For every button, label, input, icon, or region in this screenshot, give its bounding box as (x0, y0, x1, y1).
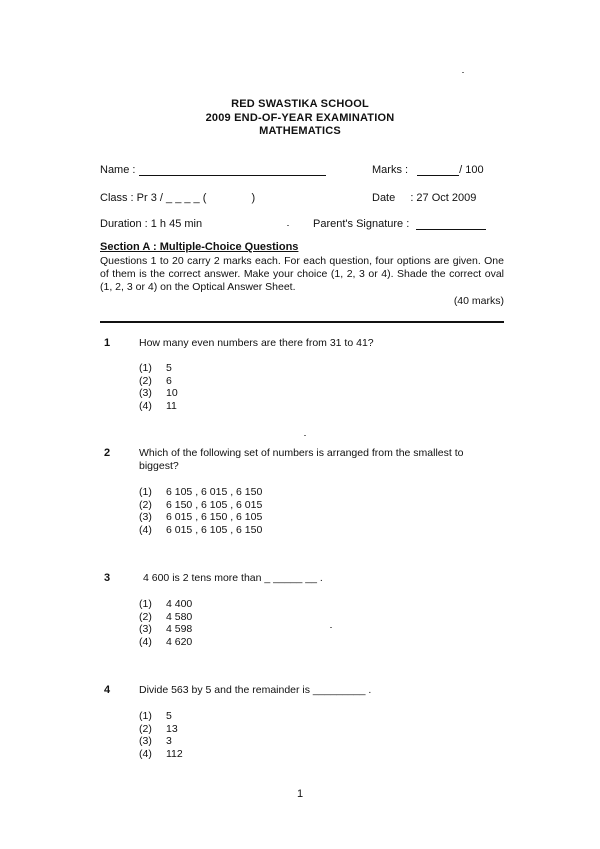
name-field (100, 164, 326, 176)
option-value: 6 015 , 6 105 , 6 150 (166, 523, 263, 536)
option-label: (4) (139, 523, 152, 536)
option-label: (3) (139, 623, 152, 635)
question-text: Which of the following set of numbers is arranged from the smallest to biggest? (139, 447, 464, 472)
option-list (139, 710, 183, 760)
option-label: (1) (139, 710, 152, 722)
date-value: : 27 Oct 2009 (410, 192, 477, 204)
option-label: (1) (139, 362, 152, 374)
scan-speck (462, 72, 464, 73)
exam-title: 2009 END-OF-YEAR EXAMINATION (205, 112, 395, 124)
option-item (139, 400, 178, 413)
section-instructions: Questions 1 to 20 carry 2 marks each. For each question, four options are given. One of them is the correct answer. Make your choice (1, 2, 3 or 4). Shade the correct oval (1, 2, 3 or 4) on the Optical Answer Sheet. (100, 255, 504, 293)
scan-speck (330, 627, 332, 628)
option-item (139, 710, 183, 723)
option-label: (3) (139, 735, 152, 747)
option-value: 5 (166, 362, 172, 374)
duration-field: Duration : 1 h 45 min (100, 218, 203, 230)
option-value: 11 (166, 399, 177, 412)
option-value: 5 (166, 710, 172, 722)
option-list (139, 486, 262, 536)
option-item (139, 511, 262, 524)
option-list (139, 598, 192, 648)
section-marks: (40 marks) (453, 295, 504, 307)
option-item (139, 748, 183, 761)
question-number: 3 (104, 572, 111, 584)
option-value: 6 015 , 6 150 , 6 105 (166, 511, 263, 523)
option-value: 4 598 (166, 623, 193, 635)
option-item (139, 611, 192, 624)
signature-label: Parent's Signature : (313, 218, 410, 230)
option-label: (4) (139, 399, 152, 412)
option-value: 112 (166, 747, 183, 760)
option-item (139, 499, 262, 512)
option-value: 6 150 , 6 105 , 6 015 (166, 498, 263, 511)
option-value: 10 (166, 387, 178, 399)
section-title: Section A : Multiple-Choice Questions (100, 241, 299, 253)
date-label: Date (372, 192, 396, 204)
option-item (139, 723, 183, 736)
class-label: Class : Pr 3 / _ _ _ _ ( (100, 192, 207, 204)
scan-speck (287, 225, 289, 226)
option-value: 4 400 (166, 598, 193, 610)
option-item (139, 735, 183, 748)
option-label: (3) (139, 387, 152, 399)
signature-blank (416, 218, 486, 230)
option-value: 3 (166, 735, 172, 747)
option-label: (3) (139, 511, 152, 523)
scan-speck (304, 435, 306, 436)
option-label: (4) (139, 747, 152, 760)
name-label: Name : (100, 164, 136, 176)
question-number: 4 (104, 684, 111, 696)
option-label: (1) (139, 486, 152, 498)
option-item (139, 375, 178, 388)
option-value: 6 105 , 6 015 , 6 150 (166, 486, 263, 498)
option-value: 4 620 (166, 635, 193, 648)
option-label: (2) (139, 722, 152, 735)
class-close: ) (251, 192, 256, 204)
question-text: How many even numbers are there from 31 to 41? (139, 337, 374, 349)
option-value: 13 (166, 722, 178, 735)
option-label: (2) (139, 610, 152, 623)
question-number: 2 (104, 447, 111, 459)
option-item (139, 524, 262, 537)
name-blank (139, 164, 326, 176)
signature-field (313, 218, 486, 230)
option-list (139, 362, 178, 412)
divider-rule (100, 321, 504, 323)
school-name: RED SWASTIKA SCHOOL (231, 98, 369, 110)
class-field (100, 192, 255, 204)
page-number: 1 (296, 788, 304, 800)
marks-field (372, 164, 484, 176)
option-value: 6 (166, 374, 172, 387)
option-item (139, 598, 192, 611)
marks-label: Marks : (372, 164, 409, 176)
marks-total: / 100 (459, 164, 484, 176)
option-label: (2) (139, 374, 152, 387)
option-item (139, 636, 192, 649)
option-item (139, 362, 178, 375)
question-number: 1 (104, 337, 111, 349)
option-item (139, 387, 178, 400)
option-item (139, 623, 192, 636)
option-label: (4) (139, 635, 152, 648)
subject-title: MATHEMATICS (259, 125, 341, 137)
question-text: 4 600 is 2 tens more than _ _____ __ . (143, 572, 323, 584)
date-field (372, 192, 476, 204)
option-label: (1) (139, 598, 152, 610)
question-text: Divide 563 by 5 and the remainder is _________ . (139, 684, 372, 696)
option-item (139, 486, 262, 499)
option-value: 4 580 (166, 610, 193, 623)
marks-blank (417, 164, 459, 176)
option-label: (2) (139, 498, 152, 511)
